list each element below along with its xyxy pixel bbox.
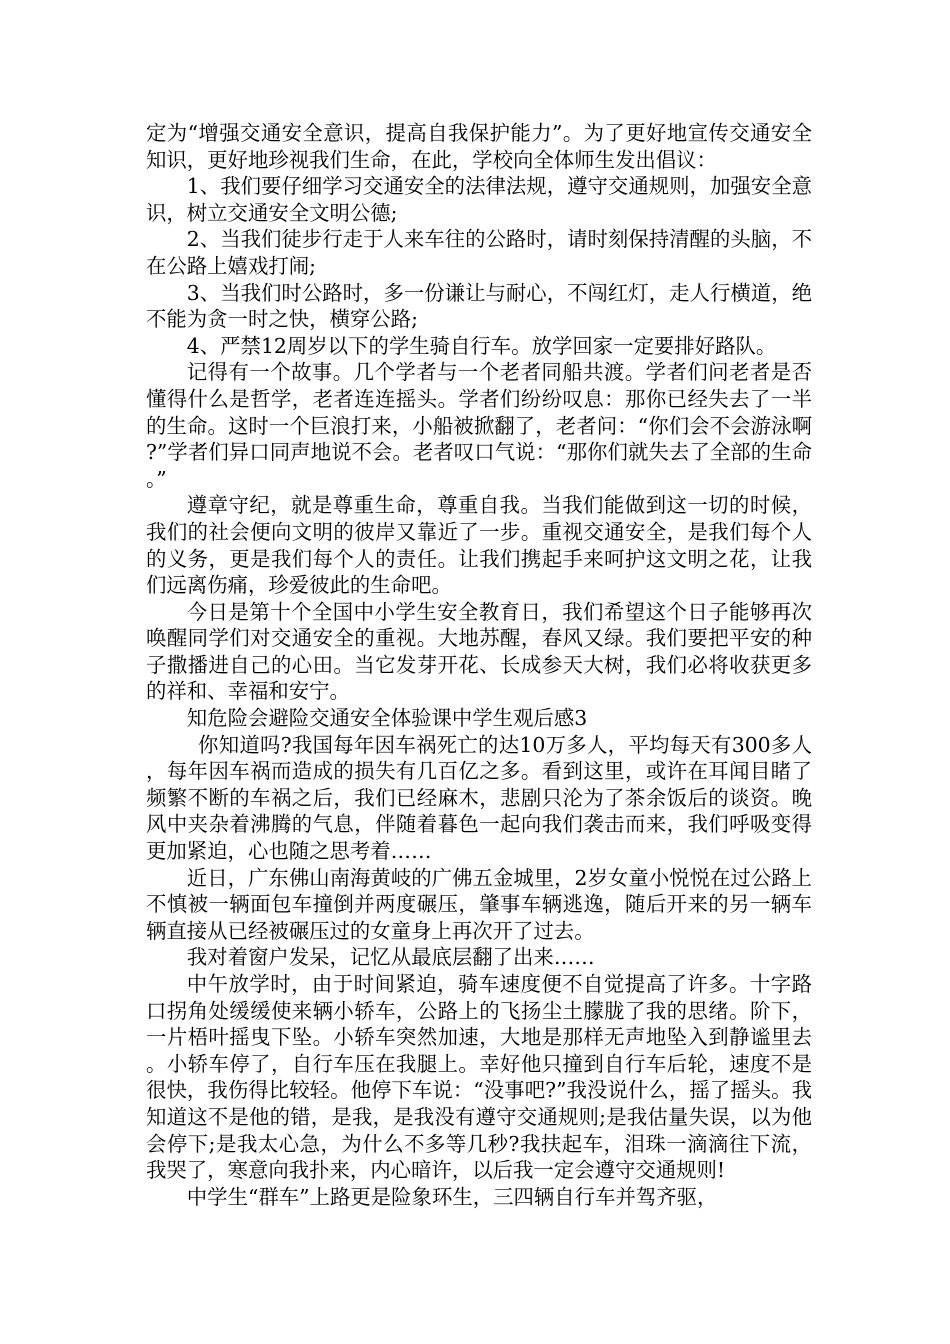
paragraph-item-2: 2、当我们徒步行走于人来车往的公路时，请时刻保持清醒的头脑，不在公路上嬉戏打闹; [146, 227, 812, 278]
paragraph-item-4: 4、严禁12周岁以下的学生骑自行车。放学回家一定要排好路队。 [186, 333, 777, 358]
paragraph-item-1: 1、我们要仔细学习交通安全的法律法规，遵守交通规则，加强安全意识，树立交通安全文明公德; [146, 174, 812, 225]
paragraph-intro: 定为“增强交通安全意识，提高自我保护能力”。为了更好地宣传交通安全知识，更好地珍视我们生命，在此，学校向全体师生发出倡议： [146, 121, 812, 172]
paragraph-memory: 我对着窗户发呆，记忆从最底层翻了出来…… [186, 945, 595, 970]
document-body [146, 120, 812, 1210]
paragraph-story: 记得有一个故事。几个学者与一个老者同船共渡。学者们问老者是否懂得什么是哲学，老者连连摇头。学者们纷纷叹息：那你已经失去了一半的生命。这时一个巨浪打来，小船被掀翻了，老者问：“你们会不会游泳啊?”学者们异口同声地说不会。老者叹口气说：“那你们就失去了全部的生命。” [146, 360, 812, 491]
paragraph-safety-day: 今日是第十个全国中小学生安全教育日，我们希望这个日子能够再次唤醒同学们对交通安全的重视。大地苏醒，春风又绿。我们要把平安的种子撒播进自己的心田。当它发芽开花、长成参天大树，我们必将收获更多的祥和、幸福和安宁。 [146, 599, 812, 704]
paragraph-respect-life: 遵章守纪，就是尊重生命，尊重自我。当我们能做到这一切的时候，我们的社会便向文明的彼岸又靠近了一步。重视交通安全，是我们每个人的义务，更是我们每个人的责任。让我们携起手来呵护这文明之花，让我们远离伤痛，珍爱彼此的生命吧。 [146, 493, 812, 598]
paragraph-item-3: 3、当我们时公路时，多一份谦让与耐心，不闯红灯，走人行横道，绝不能为贪一时之快，横穿公路; [146, 280, 812, 332]
section-heading: 知危险会避险交通安全体验课中学生观后感3 [186, 706, 588, 731]
paragraph-group-riding: 中学生“群车”上路更是险象环生，三四辆自行车并驾齐驱， [186, 1184, 718, 1209]
paragraph-statistics: 你知道吗?我国每年因车祸死亡的达10万多人，平均每天有300多人，每年因车祸而造成的损失有几百亿之多。看到这里，或许在耳闻目睹了频繁不断的车祸之后，我们已经麻木，悲剧只沦为了茶余饭后的谈资。晚风中夹杂着沸腾的气息，伴随着暮色一起向我们袭击而来，我们呼吸变得更加紧迫，心也随之思考着…… [146, 732, 812, 864]
paragraph-accident: 中午放学时，由于时间紧迫，骑车速度便不自觉提高了许多。十字路口拐角处缓缓使来辆小轿车，公路上的飞扬尘土朦胧了我的思绪。阶下，一片梧叶摇曳下坠。小轿车突然加速，大地是那样无声地坠入到静谧里去。小轿车停了，自行车压在我腿上。幸好他只撞到自行车后轮，速度不是很快，我伤得比较轻。他停下车说：“没事吧?”我没说什么，摇了摇头。我知道这不是他的错，是我，是我没有遵守交通规则;是我估量失误，以为他会停下;是我太心急，为什么不多等几秒?我扶起车，泪珠一滴滴往下流，我哭了，寒意向我扑来，内心暗许，以后我一定会遵守交通规则! [146, 972, 812, 1183]
paragraph-news: 近日，广东佛山南海黄岐的广佛五金城里，2岁女童小悦悦在过公路上不慎被一辆面包车撞倒并两度碾压，肇事车辆逃逸，随后开来的另一辆车辆直接从已经被碾压过的女童身上再次开了过去。 [146, 865, 812, 943]
